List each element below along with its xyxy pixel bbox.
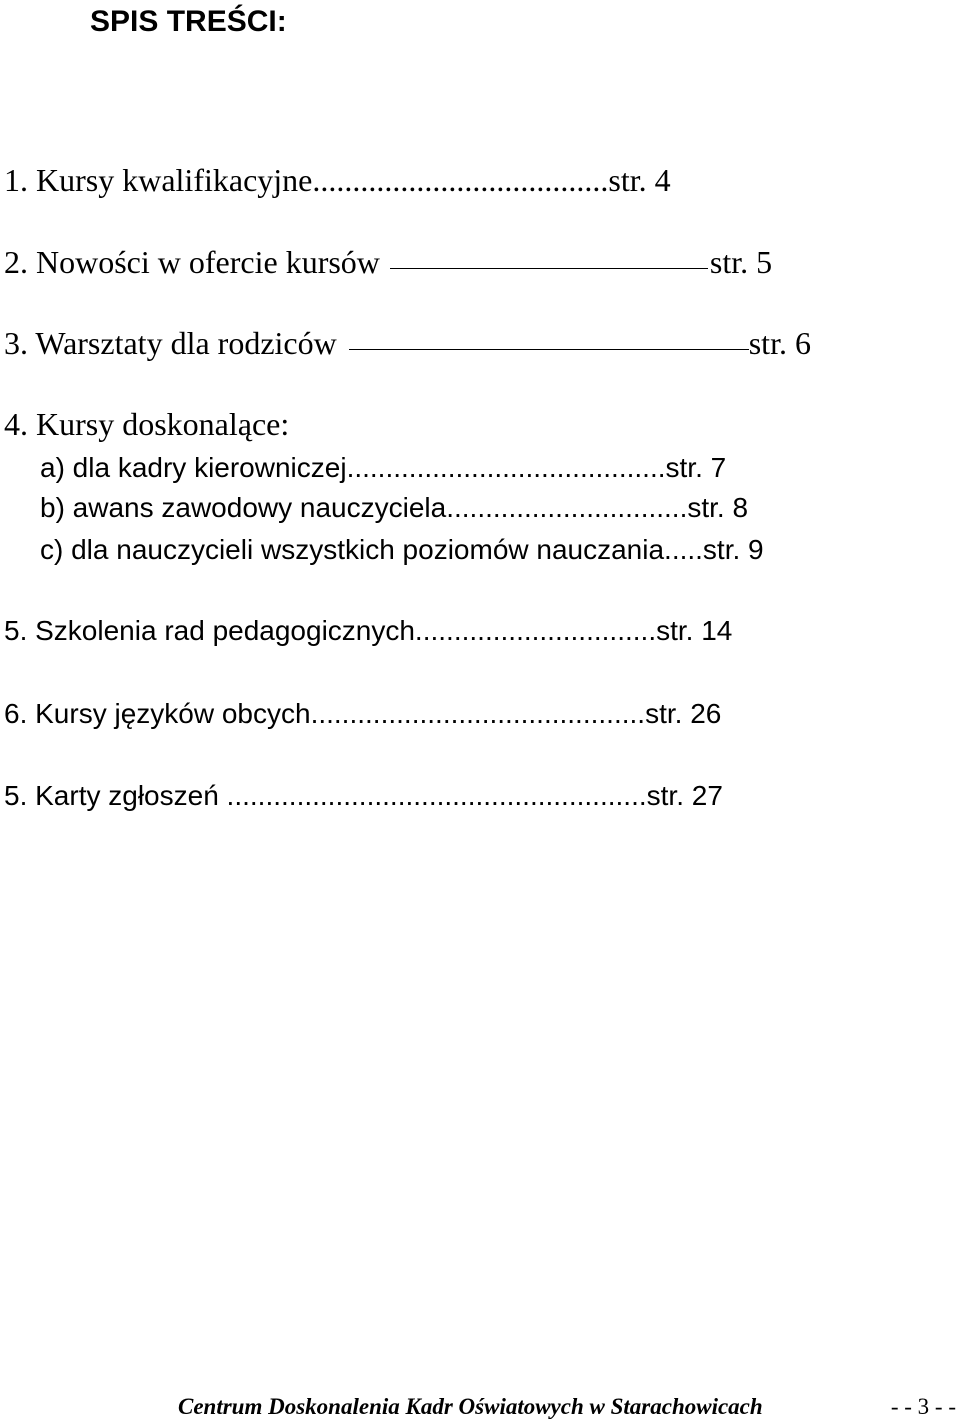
toc-item-2-page: str. 5 [709,244,773,280]
footer-institution: Centrum Doskonalenia Kadr Oświatowych w Starachowicach [178,1394,763,1419]
footer-page-number: - - 3 - - [890,1394,956,1419]
toc-item-2-label: 2. Nowości w ofercie kursów [4,244,380,280]
toc-item-4: 4. Kursy doskonalące: [4,406,290,442]
toc-item-3 [4,323,811,363]
toc-item-4a: a) dla kadry kierowniczej.........................................str. 7 [40,452,727,483]
toc-item-3-page: str. 6 [748,325,811,361]
page-title: SPIS TREŚCI: [90,5,287,38]
leader-line [390,268,708,269]
toc-item-7: 5. Karty zgłoszeń ......................................................str. 27 [4,780,723,811]
leader-line [349,349,749,350]
toc-item-5: 5. Szkolenia rad pedagogicznych...............................str. 14 [4,615,733,646]
toc-item-1: 1. Kursy kwalifikacyjne.....................................str. 4 [4,162,671,198]
toc-item-4b: b) awans zawodowy nauczyciela...............................str. 8 [40,492,749,523]
toc-item-3-label: 3. Warsztaty dla rodziców [4,325,337,361]
toc-item-6: 6. Kursy języków obcych...........................................str. 26 [4,698,722,729]
toc-item-2 [4,242,772,282]
toc-item-4c: c) dla nauczycieli wszystkich poziomów nauczania.....str. 9 [40,534,764,565]
